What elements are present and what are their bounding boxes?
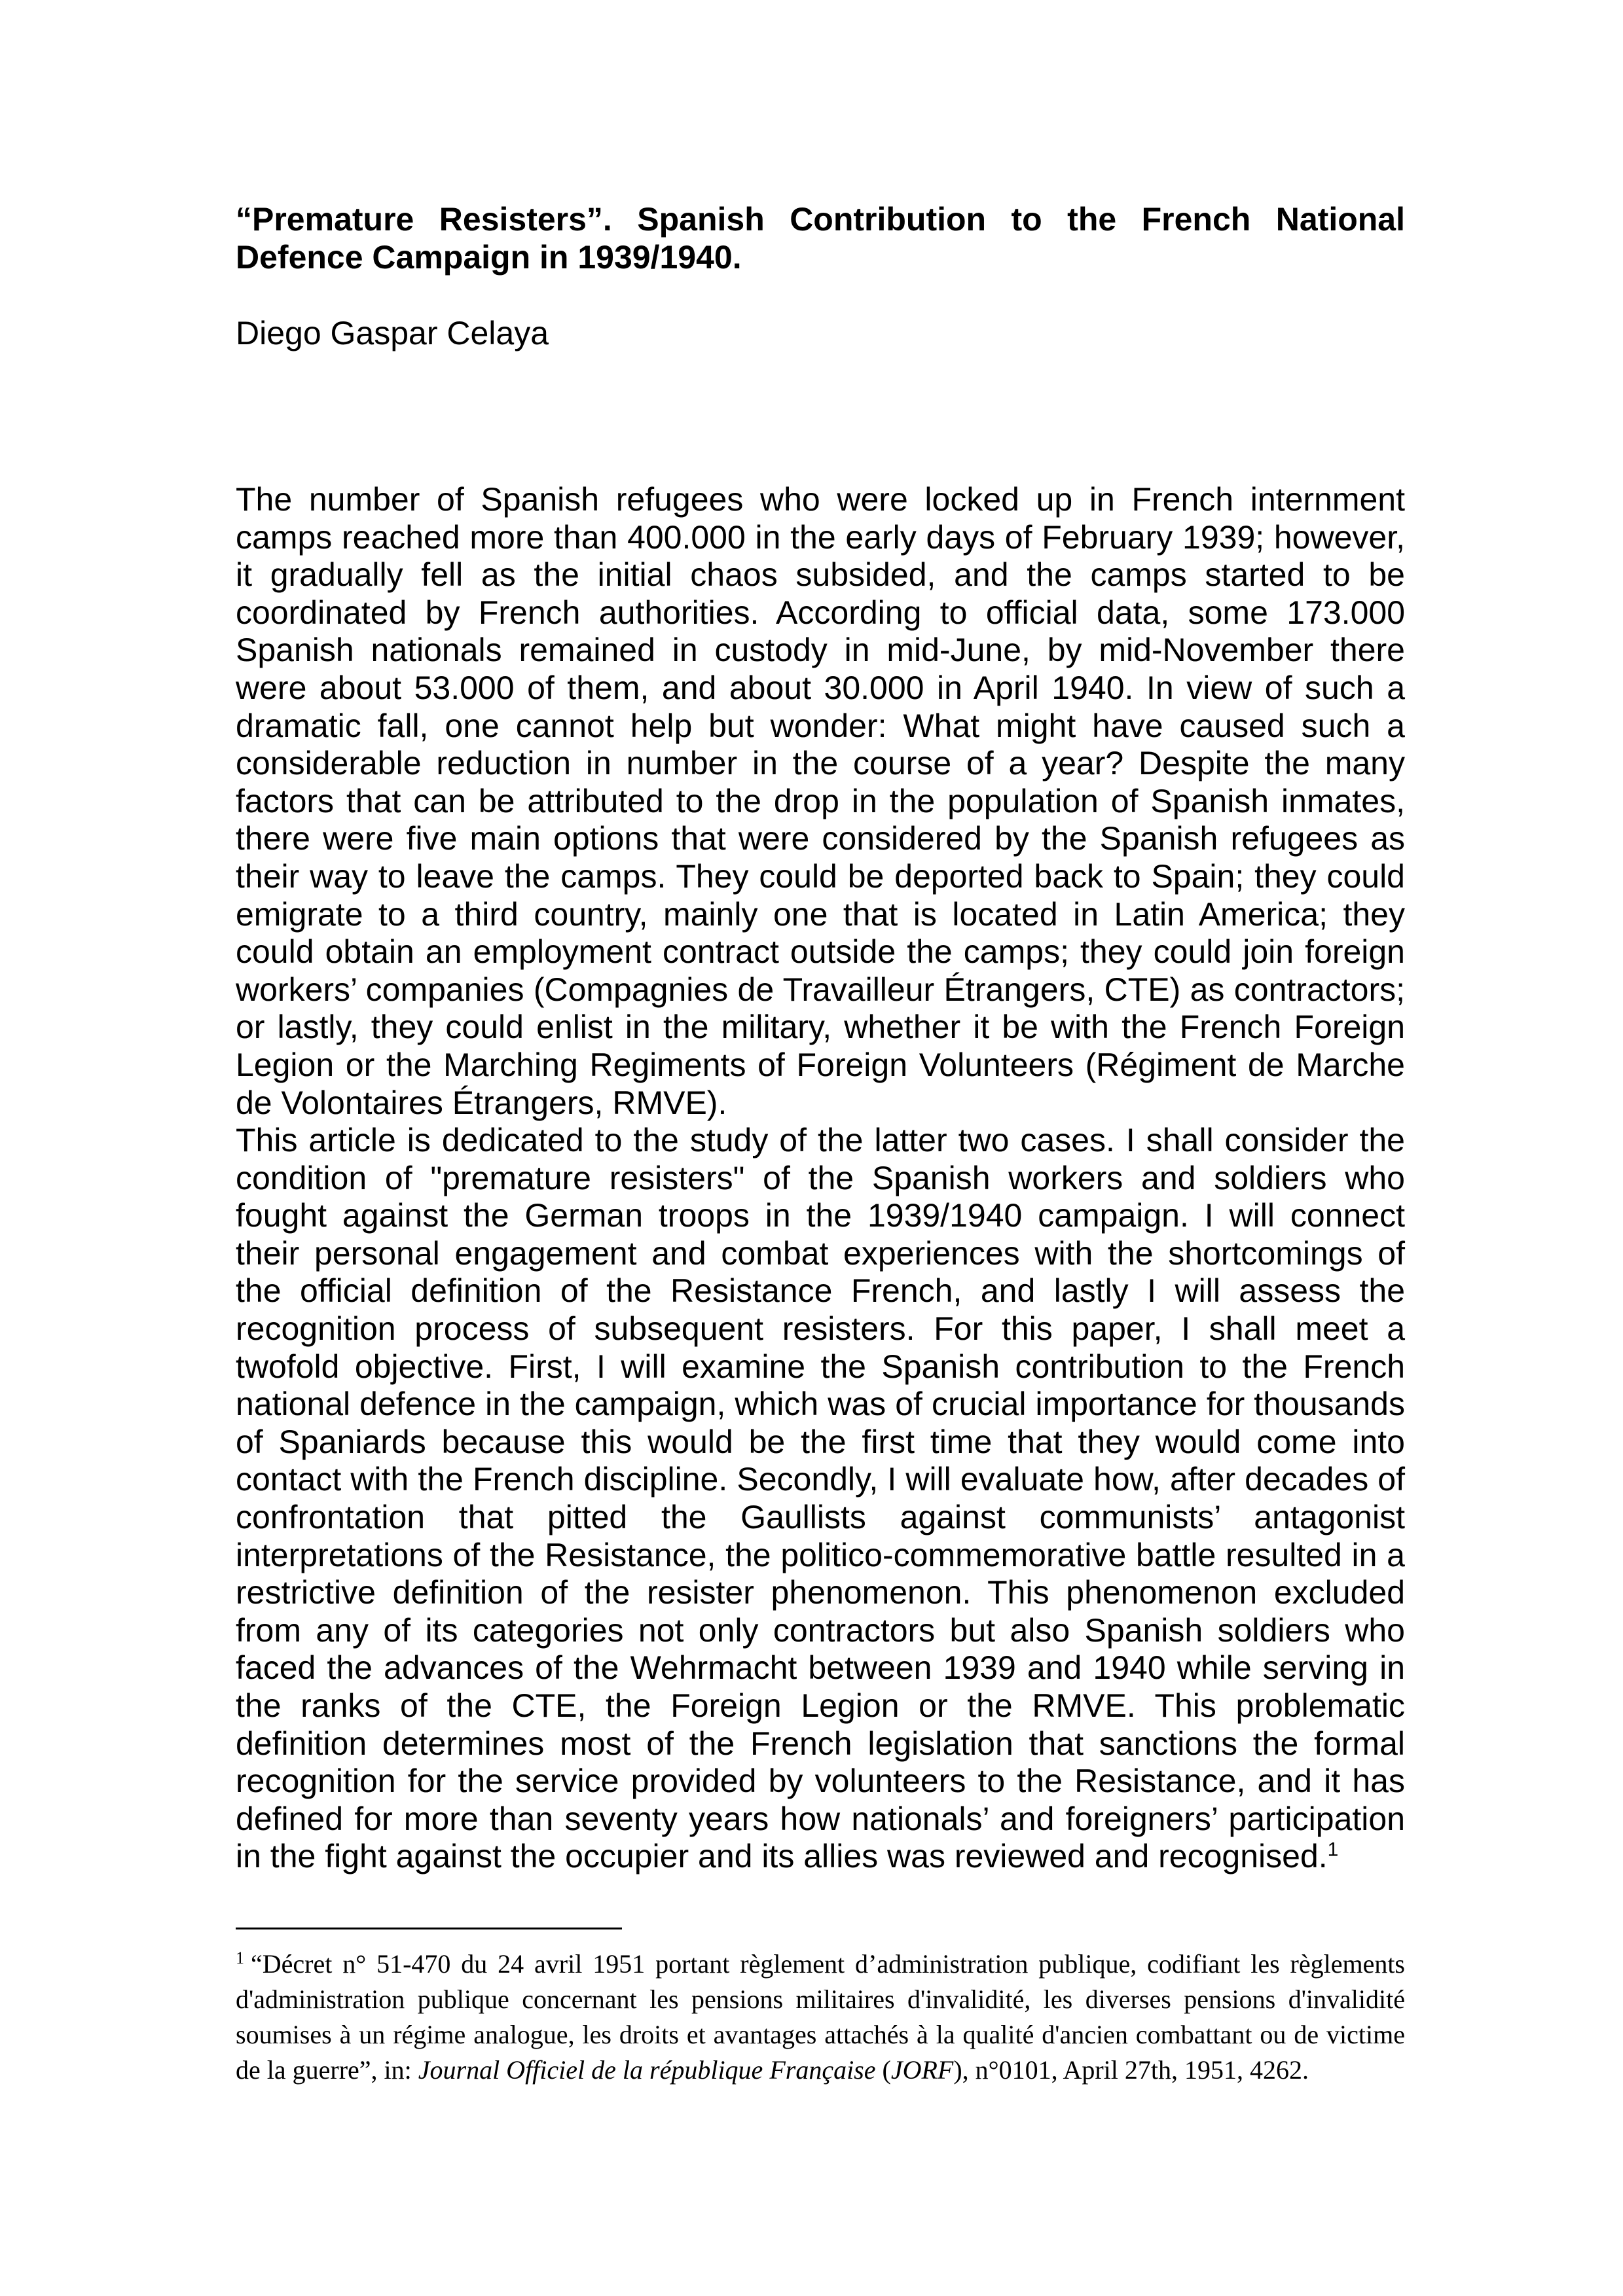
footnote-journal-abbr: JORF — [890, 2055, 954, 2085]
body-paragraph-2-text: This article is dedicated to the study of the latter two cases. I shall consider the condition of "premature resisters" of the Spanish workers and soldiers who fought against the German troops in the 1939/1940 campaign. I will connect their personal engagement and combat experiences with the shortcomings of the official definition of the Resistance French, and lastly I will assess the recognition process of subsequent resisters. For this paper, I shall meet a twofold objective. First, I will examine the Spanish contribution to the French national defence in the campaign, which was of crucial importance for thousands of Spaniards because this would be the first time that they would come into contact with the French discipline. Secondly, I will evaluate how, after decades of confrontation that pitted the Gaullists against communists’ antagonist interpretations of the Resistance, the politico-commemorative battle resulted in a restrictive definition of the resister phenomenon. This phenomenon excluded from any of its categories not only contractors but also Spanish soldiers who faced the advances of the Wehrmacht between 1939 and 1940 while serving in the ranks of the CTE, the Foreign Legion or the RMVE. This problematic definition determines most of the French legislation that sanctions the formal recognition for the service provided by volunteers to the Resistance, and it has defined for more than seventy years how nationals’ and foreigners’ participation in the fight against the occupier and its allies was reviewed and recognised. — [236, 1122, 1405, 1875]
page-content — [236, 200, 1405, 1876]
body-paragraph-1: The number of Spanish refugees who were locked up in French internment camps reached more than 400.000 in the early days of February 1939; however, it gradually fell as the initial chaos subsided, and the camps started to be coordinated by French authorities. According to official data, some 173.000 Spanish nationals remained in custody in mid-June, by mid-November there were about 53.000 of them, and about 30.000 in April 1940. In view of such a dramatic fall, one cannot help but wonder: What might have caused such a considerable reduction in number in the course of a year? Despite the many factors that can be attributed to the drop in the population of Spanish inmates, there were five main options that were considered by the Spanish refugees as their way to leave the camps. They could be deported back to Spain; they could emigrate to a third country, mainly one that is located in Latin America; they could obtain an employment contract outside the camps; they could join foreign workers’ companies (Compagnies de Travailleur Étrangers, CTE) as contractors; or lastly, they could enlist in the military, whether it be with the French Foreign Legion or the Marching Regiments of Foreign Volunteers (Régiment de Marche de Volontaires Étrangers, RMVE). — [236, 481, 1405, 1121]
footnote-separator-line — [236, 1928, 622, 1929]
footnote-marker: 1 — [236, 1948, 244, 1967]
paper-title: “Premature Resisters”. Spanish Contribution to the French National Defence Campaign in 1939/1940. — [236, 201, 1405, 276]
footnote-reference-icon: 1 — [1327, 1839, 1339, 1861]
footnote-journal-title: Journal Officiel de la république Française — [418, 2055, 876, 2085]
article-body — [236, 481, 1405, 1876]
footnote-area — [236, 1928, 1405, 2088]
body-paragraph-2 — [236, 1122, 1405, 1876]
footnote-text-part-1: “Décret n° 51-470 du 24 avril 1951 portant règlement d’administration publique, codifiant les règlements d'administration publique concernant les pensions militaires d'invalidité, les diverses pensions d'invalidité soumises à un régime analogue, les droits et avantages attachés à la qualité d'ancien combattant ou de victime de la guerre”, in: — [236, 1949, 1405, 2085]
footnote-1 — [236, 1946, 1405, 2088]
author-name: Diego Gaspar Celaya — [236, 315, 549, 351]
footnote-text-part-2: ( — [875, 2055, 891, 2085]
footnote-text-part-3: ), n°0101, April 27th, 1951, 4262. — [953, 2055, 1309, 2085]
